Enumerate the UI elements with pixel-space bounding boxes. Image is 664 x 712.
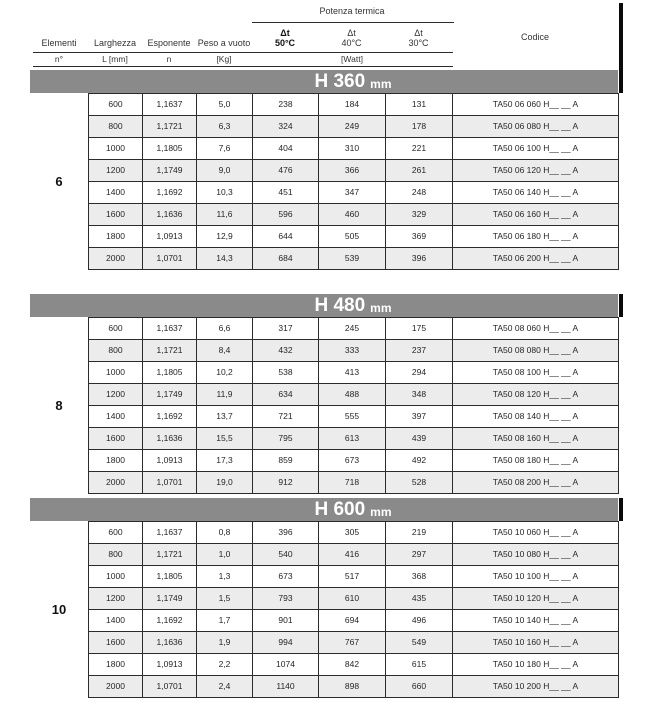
- esponente-cell: 1,1637: [143, 94, 197, 116]
- watt50-cell: 795: [253, 428, 319, 450]
- esponente-cell: 1,1692: [143, 406, 197, 428]
- watt30-cell: 397: [386, 406, 453, 428]
- peso-cell: 0,8: [197, 522, 253, 544]
- watt50-cell: 432: [253, 340, 319, 362]
- esponente-cell: 1,1749: [143, 384, 197, 406]
- watt50-cell: 538: [253, 362, 319, 384]
- page-edge-mark: [619, 294, 623, 317]
- col-header-peso: Peso a vuoto: [197, 38, 251, 48]
- watt40-cell: 613: [319, 428, 386, 450]
- watt40-cell: 673: [319, 450, 386, 472]
- larghezza-cell: 1600: [89, 428, 143, 450]
- watt40-cell: 898: [319, 676, 386, 698]
- section-title: H 600: [314, 499, 366, 520]
- watt50-cell: 634: [253, 384, 319, 406]
- watt30-cell: 528: [386, 472, 453, 494]
- esponente-cell: 1,1721: [143, 340, 197, 362]
- codice-cell: TA50 08 180 H__ __ A: [453, 450, 619, 472]
- watt50-cell: 901: [253, 610, 319, 632]
- larghezza-cell: 1400: [89, 406, 143, 428]
- watt40-cell: 310: [319, 138, 386, 160]
- watt30-cell: 175: [386, 318, 453, 340]
- watt50-cell: 684: [253, 248, 319, 270]
- peso-cell: 1,9: [197, 632, 253, 654]
- watt30-cell: 492: [386, 450, 453, 472]
- esponente-cell: 1,0913: [143, 654, 197, 676]
- watt40-cell: 333: [319, 340, 386, 362]
- esponente-cell: 1,1637: [143, 318, 197, 340]
- dt30-symbol: Δt: [414, 28, 423, 38]
- watt30-cell: 131: [386, 94, 453, 116]
- potenza-termica-group-label: Potenza termica: [319, 6, 385, 16]
- page-edge-mark: [619, 70, 623, 93]
- larghezza-cell: 600: [89, 522, 143, 544]
- watt50-cell: 912: [253, 472, 319, 494]
- larghezza-cell: 600: [89, 94, 143, 116]
- peso-cell: 10,3: [197, 182, 253, 204]
- watt40-cell: 249: [319, 116, 386, 138]
- watt50-cell: 859: [253, 450, 319, 472]
- watt30-cell: 178: [386, 116, 453, 138]
- data-grid-h480: [88, 317, 619, 494]
- codice-cell: TA50 10 120 H__ __ A: [453, 588, 619, 610]
- page-edge-mark-top: [619, 3, 623, 71]
- esponente-cell: 1,1692: [143, 610, 197, 632]
- watt40-cell: 416: [319, 544, 386, 566]
- peso-cell: 10,2: [197, 362, 253, 384]
- watt30-cell: 221: [386, 138, 453, 160]
- peso-cell: 2,2: [197, 654, 253, 676]
- larghezza-cell: 800: [89, 340, 143, 362]
- codice-cell: TA50 10 100 H__ __ A: [453, 566, 619, 588]
- codice-cell: TA50 06 100 H__ __ A: [453, 138, 619, 160]
- dt40-symbol: Δt: [347, 28, 356, 38]
- elements-count: 6: [55, 173, 63, 189]
- peso-cell: 2,4: [197, 676, 253, 698]
- watt30-cell: 348: [386, 384, 453, 406]
- watt30-cell: 237: [386, 340, 453, 362]
- watt30-cell: 329: [386, 204, 453, 226]
- section-title-unit: mm: [370, 505, 392, 519]
- watt50-cell: 994: [253, 632, 319, 654]
- watt50-cell: 644: [253, 226, 319, 248]
- larghezza-cell: 600: [89, 318, 143, 340]
- watt50-cell: 793: [253, 588, 319, 610]
- esponente-cell: 1,1721: [143, 544, 197, 566]
- larghezza-cell: 2000: [89, 248, 143, 270]
- peso-cell: 1,5: [197, 588, 253, 610]
- watt30-cell: 615: [386, 654, 453, 676]
- watt40-cell: 694: [319, 610, 386, 632]
- watt50-cell: 596: [253, 204, 319, 226]
- esponente-cell: 1,0701: [143, 248, 197, 270]
- larghezza-cell: 1200: [89, 160, 143, 182]
- codice-cell: TA50 06 060 H__ __ A: [453, 94, 619, 116]
- col-header-codice: Codice: [520, 32, 549, 42]
- section-title-unit: mm: [370, 301, 392, 315]
- esponente-cell: 1,0913: [143, 226, 197, 248]
- codice-cell: TA50 06 180 H__ __ A: [453, 226, 619, 248]
- larghezza-cell: 2000: [89, 676, 143, 698]
- peso-cell: 8,4: [197, 340, 253, 362]
- larghezza-cell: 1000: [89, 362, 143, 384]
- larghezza-cell: 1800: [89, 450, 143, 472]
- data-grid-h600: [88, 521, 619, 698]
- peso-cell: 9,0: [197, 160, 253, 182]
- codice-cell: TA50 08 060 H__ __ A: [453, 318, 619, 340]
- larghezza-cell: 2000: [89, 472, 143, 494]
- watt50-cell: 540: [253, 544, 319, 566]
- esponente-cell: 1,1805: [143, 138, 197, 160]
- watt40-cell: 245: [319, 318, 386, 340]
- esponente-cell: 1,1637: [143, 522, 197, 544]
- larghezza-cell: 1800: [89, 654, 143, 676]
- elements-count: 10: [51, 601, 67, 617]
- esponente-cell: 1,1636: [143, 428, 197, 450]
- dt30-temp: 30°C: [408, 38, 429, 48]
- section-title: H 480: [314, 295, 366, 316]
- unit-larghezza: L [mm]: [102, 54, 128, 64]
- larghezza-cell: 800: [89, 116, 143, 138]
- peso-cell: 17,3: [197, 450, 253, 472]
- section-title-unit: mm: [370, 77, 392, 91]
- watt40-cell: 555: [319, 406, 386, 428]
- table-header-row: [30, 26, 618, 49]
- larghezza-cell: 1200: [89, 384, 143, 406]
- section-band-h480: [30, 294, 618, 317]
- larghezza-cell: 1400: [89, 182, 143, 204]
- codice-cell: TA50 08 120 H__ __ A: [453, 384, 619, 406]
- watt30-cell: 496: [386, 610, 453, 632]
- watt30-cell: 219: [386, 522, 453, 544]
- unit-peso: [Kg]: [216, 54, 232, 64]
- col-header-esponente: Esponente: [147, 38, 191, 48]
- esponente-cell: 1,1805: [143, 566, 197, 588]
- larghezza-cell: 1400: [89, 610, 143, 632]
- unit-watt: [Watt]: [341, 54, 363, 64]
- watt40-cell: 347: [319, 182, 386, 204]
- codice-cell: TA50 08 200 H__ __ A: [453, 472, 619, 494]
- table-units-row: [30, 53, 618, 65]
- esponente-cell: 1,0913: [143, 450, 197, 472]
- codice-cell: TA50 08 100 H__ __ A: [453, 362, 619, 384]
- watt30-cell: 248: [386, 182, 453, 204]
- watt40-cell: 505: [319, 226, 386, 248]
- watt40-cell: 460: [319, 204, 386, 226]
- codice-cell: TA50 10 060 H__ __ A: [453, 522, 619, 544]
- watt50-cell: 476: [253, 160, 319, 182]
- potenza-group-underline: [252, 22, 454, 23]
- peso-cell: 13,7: [197, 406, 253, 428]
- elements-count: 8: [55, 397, 63, 413]
- section-title: H 360: [314, 71, 366, 92]
- watt30-cell: 660: [386, 676, 453, 698]
- data-grid-h360: [88, 93, 619, 270]
- watt50-cell: 673: [253, 566, 319, 588]
- col-header-larghezza: Larghezza: [93, 38, 137, 48]
- watt50-cell: 1074: [253, 654, 319, 676]
- esponente-cell: 1,1636: [143, 632, 197, 654]
- codice-cell: TA50 06 140 H__ __ A: [453, 182, 619, 204]
- watt40-cell: 539: [319, 248, 386, 270]
- codice-cell: TA50 10 180 H__ __ A: [453, 654, 619, 676]
- watt30-cell: 297: [386, 544, 453, 566]
- watt40-cell: 413: [319, 362, 386, 384]
- watt40-cell: 517: [319, 566, 386, 588]
- watt50-cell: 396: [253, 522, 319, 544]
- watt30-cell: 294: [386, 362, 453, 384]
- watt30-cell: 549: [386, 632, 453, 654]
- larghezza-cell: 1600: [89, 204, 143, 226]
- watt30-cell: 369: [386, 226, 453, 248]
- esponente-cell: 1,1721: [143, 116, 197, 138]
- larghezza-cell: 800: [89, 544, 143, 566]
- unit-esponente: n: [166, 54, 172, 64]
- section-band-h600: [30, 498, 618, 521]
- esponente-cell: 1,0701: [143, 676, 197, 698]
- page-edge-mark: [619, 498, 623, 521]
- col-header-dt50: [252, 28, 318, 49]
- watt50-cell: 404: [253, 138, 319, 160]
- watt30-cell: 261: [386, 160, 453, 182]
- watt40-cell: 488: [319, 384, 386, 406]
- peso-cell: 11,9: [197, 384, 253, 406]
- watt50-cell: 317: [253, 318, 319, 340]
- esponente-cell: 1,0701: [143, 472, 197, 494]
- larghezza-cell: 1000: [89, 138, 143, 160]
- esponente-cell: 1,1636: [143, 204, 197, 226]
- dt50-temp: 50°C: [274, 38, 296, 48]
- peso-cell: 11,6: [197, 204, 253, 226]
- larghezza-cell: 1000: [89, 566, 143, 588]
- watt40-cell: 767: [319, 632, 386, 654]
- section-band-h360: [30, 70, 618, 93]
- codice-cell: TA50 08 160 H__ __ A: [453, 428, 619, 450]
- watt40-cell: 184: [319, 94, 386, 116]
- peso-cell: 6,3: [197, 116, 253, 138]
- col-header-dt30: [385, 28, 452, 49]
- watt30-cell: 439: [386, 428, 453, 450]
- dt40-temp: 40°C: [341, 38, 362, 48]
- watt30-cell: 396: [386, 248, 453, 270]
- peso-cell: 14,3: [197, 248, 253, 270]
- esponente-cell: 1,1805: [143, 362, 197, 384]
- peso-cell: 5,0: [197, 94, 253, 116]
- codice-cell: TA50 10 200 H__ __ A: [453, 676, 619, 698]
- watt40-cell: 305: [319, 522, 386, 544]
- watt50-cell: 451: [253, 182, 319, 204]
- codice-cell: TA50 10 080 H__ __ A: [453, 544, 619, 566]
- peso-cell: 6,6: [197, 318, 253, 340]
- codice-cell: TA50 06 120 H__ __ A: [453, 160, 619, 182]
- peso-cell: 15,5: [197, 428, 253, 450]
- codice-cell: TA50 06 080 H__ __ A: [453, 116, 619, 138]
- peso-cell: 7,6: [197, 138, 253, 160]
- codice-cell: TA50 06 200 H__ __ A: [453, 248, 619, 270]
- watt40-cell: 610: [319, 588, 386, 610]
- watt50-cell: 238: [253, 94, 319, 116]
- dt50-symbol: Δt: [280, 28, 290, 38]
- esponente-cell: 1,1749: [143, 588, 197, 610]
- peso-cell: 1,7: [197, 610, 253, 632]
- watt30-cell: 435: [386, 588, 453, 610]
- codice-cell: TA50 10 160 H__ __ A: [453, 632, 619, 654]
- col-header-elementi: Elementi: [41, 38, 77, 48]
- larghezza-cell: 1200: [89, 588, 143, 610]
- larghezza-cell: 1800: [89, 226, 143, 248]
- peso-cell: 1,3: [197, 566, 253, 588]
- codice-cell: TA50 06 160 H__ __ A: [453, 204, 619, 226]
- unit-elementi: n°: [54, 54, 64, 64]
- esponente-cell: 1,1692: [143, 182, 197, 204]
- watt40-cell: 366: [319, 160, 386, 182]
- peso-cell: 12,9: [197, 226, 253, 248]
- col-header-dt40: [318, 28, 385, 49]
- codice-cell: TA50 08 080 H__ __ A: [453, 340, 619, 362]
- watt50-cell: 324: [253, 116, 319, 138]
- peso-cell: 19,0: [197, 472, 253, 494]
- codice-cell: TA50 10 140 H__ __ A: [453, 610, 619, 632]
- watt50-cell: 1140: [253, 676, 319, 698]
- units-underline: [33, 66, 453, 67]
- peso-cell: 1,0: [197, 544, 253, 566]
- watt30-cell: 368: [386, 566, 453, 588]
- larghezza-cell: 1600: [89, 632, 143, 654]
- watt40-cell: 842: [319, 654, 386, 676]
- codice-cell: TA50 08 140 H__ __ A: [453, 406, 619, 428]
- watt50-cell: 721: [253, 406, 319, 428]
- watt40-cell: 718: [319, 472, 386, 494]
- esponente-cell: 1,1749: [143, 160, 197, 182]
